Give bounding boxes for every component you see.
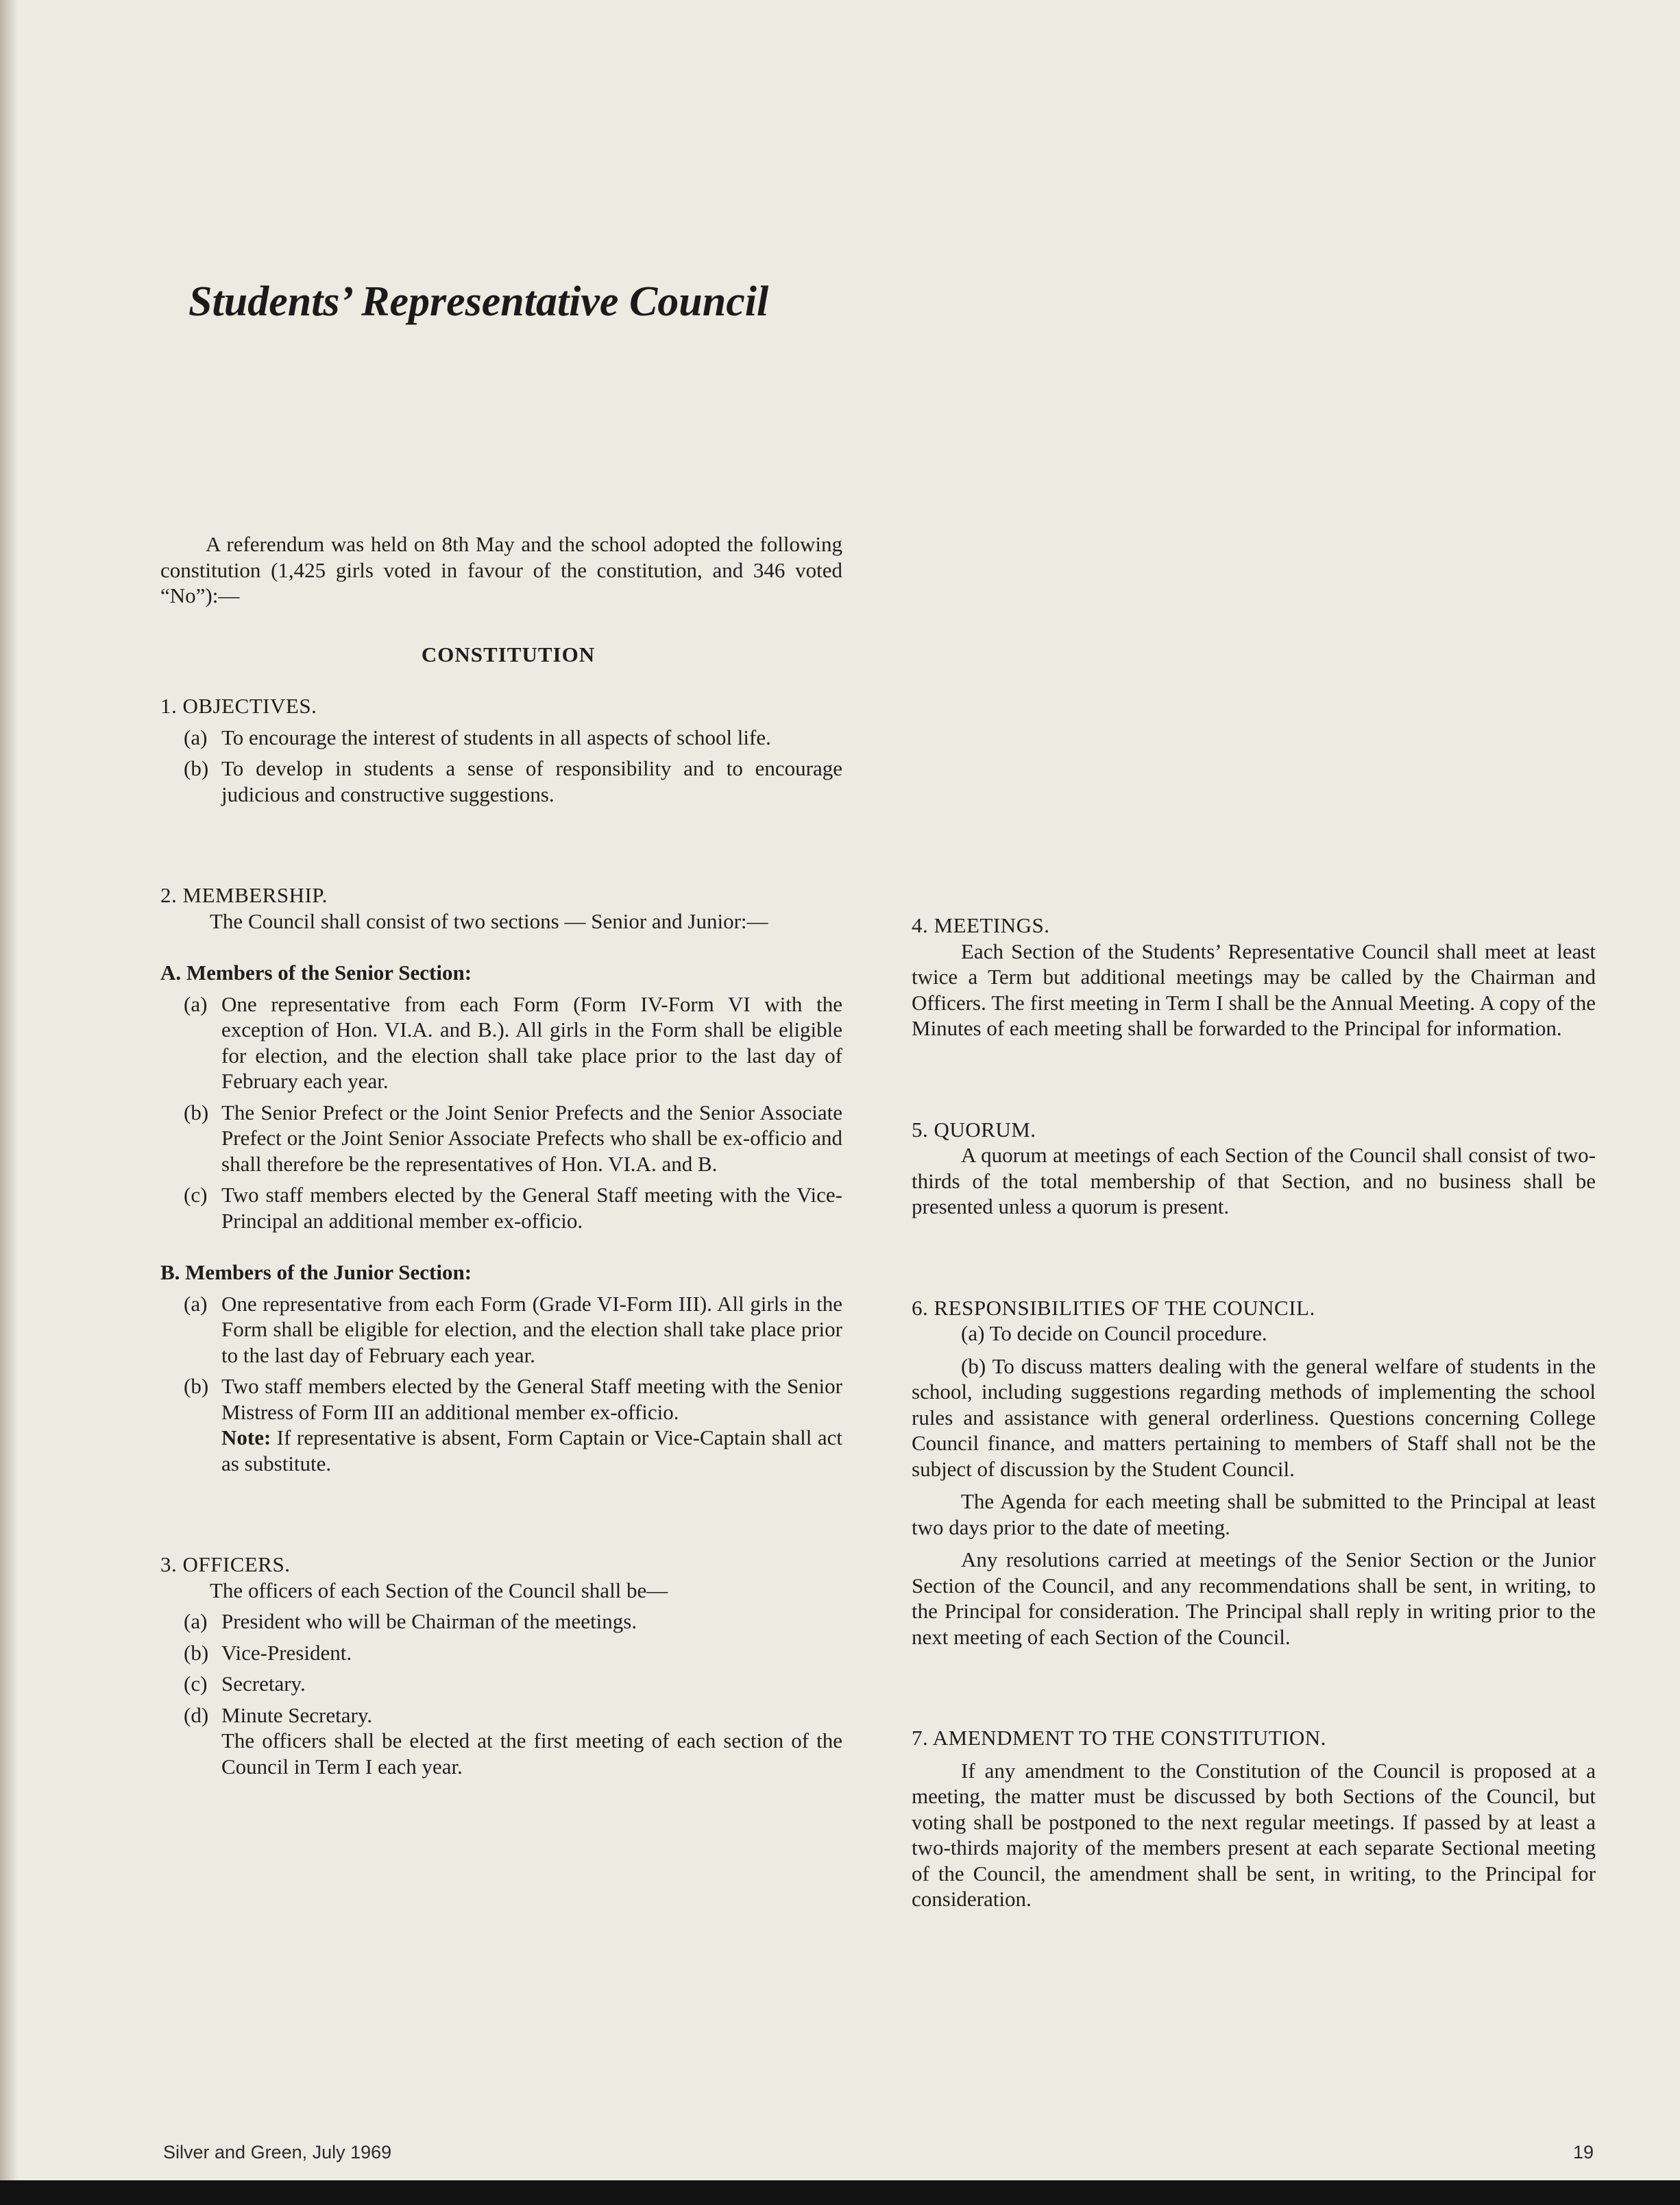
list-item	[160, 1640, 842, 1666]
section-officers	[160, 1552, 842, 1779]
item-text: Vice-President.	[221, 1640, 352, 1665]
junior-section-heading: B. Members of the Junior Section:	[160, 1260, 472, 1284]
intro-paragraph: A referendum was held on 8th May and the school adopted the following constitution (1,425 girls voted in favour of the constitution, and 346 voted “No”):—	[160, 532, 842, 607]
item-body: Minute Secretary.	[221, 1702, 373, 1727]
section-heading: 3. OFFICERS.	[160, 1552, 291, 1576]
item-text: The Senior Prefect or the Joint Senior Prefects and the Senior Associate Prefect or the Joint Senior Associate Prefects who shall be ex-officio and shall therefore be the representatives of Hon. VI.A. and B.	[221, 1100, 842, 1176]
list-item	[160, 1608, 842, 1635]
item-marker: (a)	[184, 725, 208, 749]
item-marker: (a)	[184, 1609, 208, 1633]
item-text: To encourage the interest of students in all aspects of school life.	[221, 725, 771, 749]
responsibility-b: (b) To discuss matters dealing with the general welfare of students in the school, including suggestions regarding methods of implementing the school rules and assistance with general orderliness. Questions concerning College Council finance, and matters pertaining to members of Staff shall not be the subject of discussion by the Student Council.	[912, 1353, 1596, 1481]
constitution-heading: CONSTITUTION	[421, 642, 596, 666]
note-text: If representative is absent, Form Captain or Vice-Captain shall act as substitute.	[221, 1425, 842, 1475]
item-text: Two staff members elected by the General Staff meeting with the Vice-Principal an additional member ex-officio.	[221, 1183, 842, 1233]
note-label: Note:	[221, 1425, 271, 1449]
section-heading: 1. OBJECTIVES.	[160, 694, 317, 718]
list-item	[160, 1373, 842, 1476]
item-text: Secretary.	[221, 1672, 306, 1696]
list-item	[160, 1702, 842, 1780]
item-text: One representative from each Form (Form IV-Form VI with the exception of Hon. VI.A. and B.). All girls in the Form shall be eligible for election, and the election shall take place prior to the last day of February each year.	[221, 991, 842, 1093]
list-item	[160, 725, 842, 751]
item-marker: (d)	[184, 1702, 209, 1727]
section-heading: 5. QUORUM.	[912, 1117, 1036, 1142]
section-membership	[160, 882, 842, 1476]
section-meetings	[912, 913, 1596, 1041]
left-column	[160, 531, 842, 1779]
item-text: To develop in students a sense of responsibility and to encourage judicious and constructive suggestions.	[221, 756, 842, 806]
section-heading: 2. MEMBERSHIP.	[160, 883, 328, 907]
item-text: President who will be Chairman of the meetings.	[221, 1609, 637, 1633]
item-marker: (b)	[184, 756, 209, 780]
item-marker: (a)	[184, 991, 208, 1016]
senior-section-heading: A. Members of the Senior Section:	[160, 961, 472, 985]
officers-intro: The officers of each Section of the Council shall be—	[210, 1578, 668, 1602]
quorum-text: A quorum at meetings of each Section of the Council shall consist of two-thirds of the total membership of that Section, and no business shall be presented unless a quorum is present.	[912, 1143, 1596, 1218]
item-body: Two staff members elected by the General Staff meeting with the Senior Mistress of Form III an additional member ex-officio.	[221, 1374, 842, 1424]
membership-intro: The Council shall consist of two sections — Senior and Junior:—	[210, 908, 768, 933]
binding-edge	[0, 0, 18, 2205]
item-marker: (a)	[184, 1291, 208, 1316]
resolutions-paragraph: Any resolutions carried at meetings of the Senior Section or the Junior Section of the Council, and any recommendations shall be sent, in writing, to the Principal for consideration. The Principal shall reply in writing prior to the next meeting of each Section of the Council.	[912, 1547, 1596, 1649]
meetings-text: Each Section of the Students’ Representative Council shall meet at least twice a Term but additional meetings may be called by the Chairman and Officers. The first meeting in Term I shall be the Annual Meeting. A copy of the Minutes of each meeting shall be forwarded to the Principal for information.	[912, 939, 1596, 1040]
item-text	[221, 1373, 842, 1476]
scan-bottom-edge	[0, 2180, 1680, 2205]
item-marker: (b)	[184, 1640, 209, 1665]
section-amendment	[912, 1725, 1596, 1912]
item-text: One representative from each Form (Grade VI-Form III). All girls in the Form shall be eligible for election, and the election shall take place prior to the last day of February each year.	[221, 1291, 842, 1367]
amendment-text: If any amendment to the Constitution of the Council is proposed at a meeting, the matter must be discussed by both Sections of the Council, but voting shall be postponed to the next regular meetings. If passed by at least a two-thirds majority of the members present at each separate Sectional meeting of the Council, the amendment shall be sent, in writing, to the Principal for consideration.	[912, 1758, 1596, 1911]
section-quorum	[912, 1117, 1596, 1220]
page-number: 19	[1573, 2142, 1594, 2162]
section-objectives	[160, 693, 842, 807]
section-responsibilities	[912, 1295, 1596, 1650]
item-marker: (c)	[184, 1672, 208, 1696]
section-heading: 7. AMENDMENT TO THE CONSTITUTION.	[912, 1726, 1326, 1750]
list-item	[160, 756, 842, 807]
right-column	[912, 913, 1596, 1912]
footer-publication: Silver and Green, July 1969	[163, 2142, 392, 2162]
section-heading: 4. MEETINGS.	[912, 913, 1050, 937]
list-item	[160, 991, 842, 1094]
responsibility-a: (a) To decide on Council procedure.	[961, 1321, 1267, 1345]
list-item	[160, 1100, 842, 1177]
item-marker: (b)	[184, 1374, 209, 1398]
list-item	[160, 1291, 842, 1369]
list-item	[160, 1671, 842, 1697]
section-heading: 6. RESPONSIBILITIES OF THE COUNCIL.	[912, 1295, 1315, 1320]
list-item	[160, 1182, 842, 1233]
officers-closing: The officers shall be elected at the first meeting of each section of the Council in Term I each year.	[221, 1728, 842, 1779]
agenda-paragraph: The Agenda for each meeting shall be submitted to the Principal at least two days prior to the date of meeting.	[912, 1489, 1596, 1539]
page-title: Students’ Representative Council	[188, 278, 769, 325]
item-text	[221, 1702, 842, 1780]
item-marker: (c)	[184, 1183, 208, 1207]
item-marker: (b)	[184, 1100, 209, 1124]
